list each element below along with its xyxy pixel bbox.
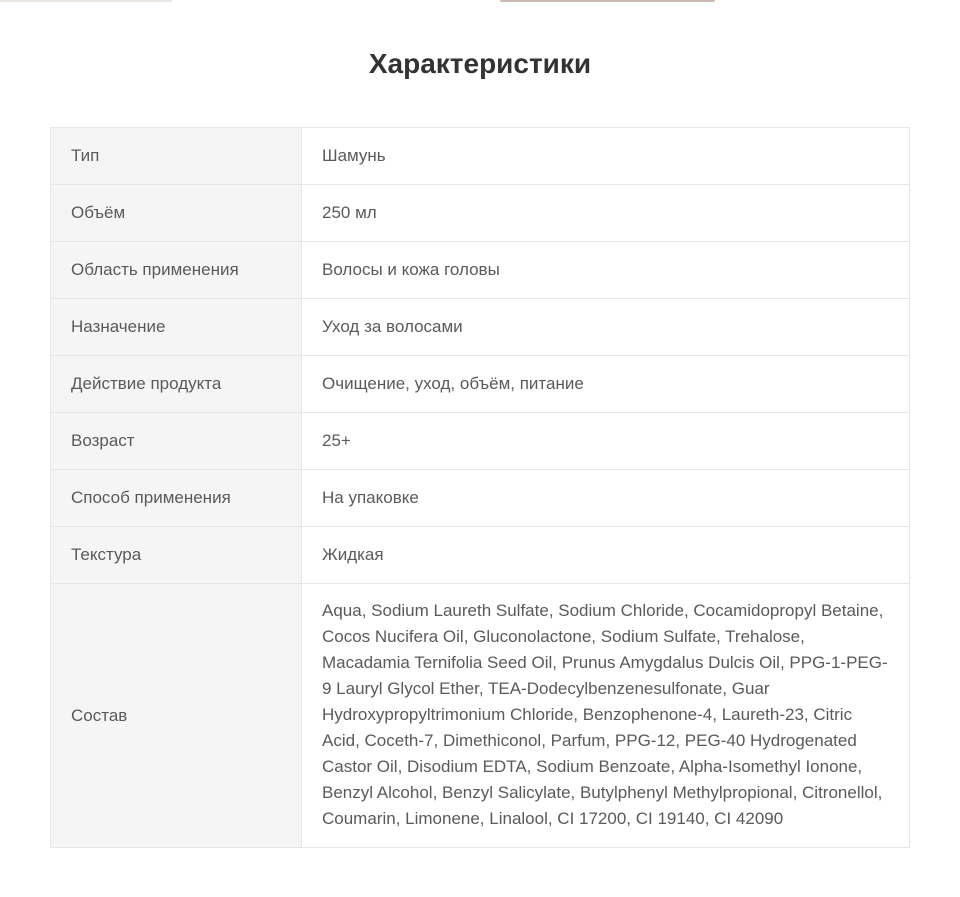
spec-value: 25+ (302, 413, 910, 470)
spec-label: Объём (51, 185, 302, 242)
spec-label: Область применения (51, 242, 302, 299)
spec-row-type (51, 128, 910, 185)
top-image-edge-right (500, 0, 715, 2)
spec-row-texture (51, 527, 910, 584)
spec-value: Жидкая (302, 527, 910, 584)
spec-value: На упаковке (302, 470, 910, 527)
spec-label: Состав (51, 584, 302, 848)
spec-label: Способ применения (51, 470, 302, 527)
spec-label: Текстура (51, 527, 302, 584)
spec-value: Шамунь (302, 128, 910, 185)
spec-row-volume (51, 185, 910, 242)
spec-value: Aqua, Sodium Laureth Sulfate, Sodium Chloride, Cocamidopropyl Betaine, Cocos Nucifera Oil, Gluconolactone, Sodium Sulfate, Trehalose, Macadamia Ternifolia Seed Oil, Prunus Amygdalus Dulcis Oil, PPG-1-PEG-9 Lauryl Glycol Ether, TEA-Dodecylbenzenesulfonate, Guar Hydroxypropyltrimonium Chloride, Benzophenone-4, Laureth-23, Citric Acid, Coceth-7, Dimethiconol, Parfum, PPG-12, PEG-40 Hydrogenated Castor Oil, Disodium EDTA, Sodium Benzoate, Alpha-Isomethyl Ionone, Benzyl Alcohol, Benzyl Salicylate, Butylphenyl Methylpropional, Citronellol, Coumarin, Limonene, Linalool, CI 17200, CI 19140, CI 42090 (302, 584, 910, 848)
specs-table (50, 127, 910, 848)
spec-row-purpose (51, 299, 910, 356)
spec-value: Уход за волосами (302, 299, 910, 356)
top-image-edge (0, 0, 960, 3)
spec-value: Волосы и кожа головы (302, 242, 910, 299)
spec-row-age (51, 413, 910, 470)
spec-label: Возраст (51, 413, 302, 470)
spec-label: Тип (51, 128, 302, 185)
spec-label: Назначение (51, 299, 302, 356)
spec-value: 250 мл (302, 185, 910, 242)
top-image-edge-left (0, 0, 172, 2)
spec-value: Очищение, уход, объём, питание (302, 356, 910, 413)
page-title: Характеристики (368, 48, 592, 79)
spec-row-usage (51, 470, 910, 527)
spec-row-ingredients (51, 584, 910, 848)
spec-row-action (51, 356, 910, 413)
spec-label: Действие продукта (51, 356, 302, 413)
spec-row-area (51, 242, 910, 299)
